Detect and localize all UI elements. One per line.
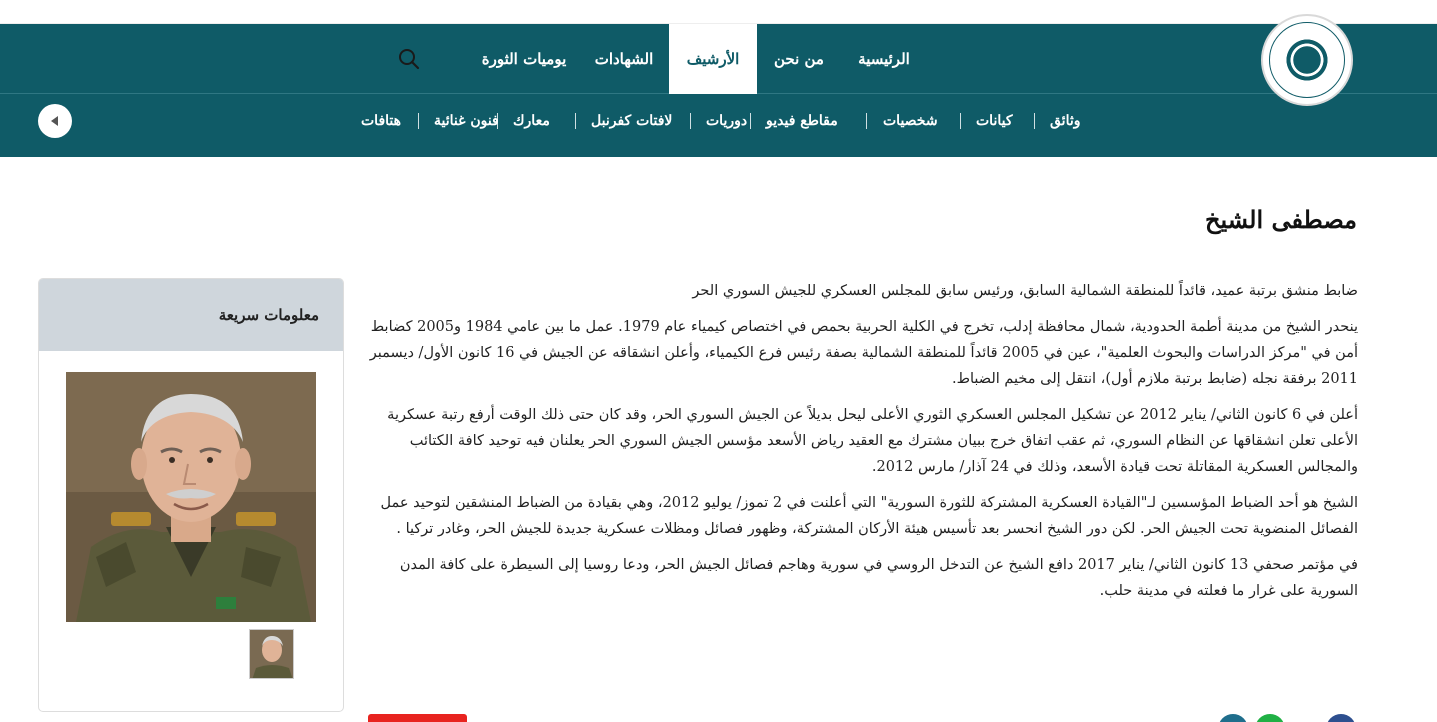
subnav-item-songs[interactable]: فنون غنائية (434, 113, 499, 129)
subnav-item-documents[interactable]: وثائق (1050, 113, 1081, 129)
subnav-separator (960, 113, 961, 129)
logo-ring (1269, 22, 1345, 98)
whatsapp-icon[interactable] (1255, 714, 1285, 722)
facebook-icon[interactable] (1326, 714, 1356, 722)
logo-mark-icon (1283, 36, 1331, 84)
subnav-item-periodicals[interactable]: دوريات (706, 113, 748, 129)
search-icon[interactable] (398, 48, 420, 70)
portrait-photo[interactable] (66, 372, 316, 622)
subnav-separator (866, 113, 867, 129)
browser-top-strip (0, 0, 1437, 24)
article-paragraph: الشيخ هو أحد الضباط المؤسسين لـ"القيادة العسكرية المشتركة للثورة السورية" التي أعلنت في 2 تموز/ يوليو 2012، وهي بقيادة من الضباط المنشقين لتوحيد عمل الفصائل المنضوية تحت الجيش الحر. لكن دور الشيخ انحسر بعد تأسيس هيئة الأركان المشتركة، وظهور فصائل ومظلات عسكرية جديدة للجيش الحر، وغادر تركيا . (380, 495, 1358, 537)
article-paragraph: ضابط منشق برتبة عميد، قائداً للمنطقة الشمالية السابق، ورئيس سابق للمجلس العسكري للجيش السوري الحر (692, 283, 1358, 299)
subnav-item-chants[interactable]: هتافات (361, 113, 402, 129)
biography-article (368, 278, 1358, 614)
nav-item-about[interactable]: من نحن (774, 50, 824, 68)
subnav-item-kafranbel-banners[interactable]: لافتات كفرنبل (591, 113, 673, 129)
article-paragraph: ينحدر الشيخ من مدينة أطمة الحدودية، شمال محافظة إدلب، تخرج في الكلية الحربية بحمص في اختصاص كيمياء عام 1979. عمل ما بين عامي 1984 و2005 كضابط أمن في "مركز الدراسات والبحوث العلمية"، عين في 2005 قائداً للمنطقة الشمالية بصفة رئيس فرع الكيمياء، وأعلن انشقاقه عن الجيش في 16 كانون الأول/ ديسمبر 2011 برفقة نجله (ضابط برتبة ملازم أول)، انتقل إلى مخيم الضباط. (369, 319, 1358, 387)
quick-info-panel (38, 278, 344, 712)
subnav-separator (1034, 113, 1035, 129)
subnav-prev-button[interactable] (38, 104, 72, 138)
article-paragraph: في مؤتمر صحفي 13 كانون الثاني/ يناير 2017 دافع الشيخ عن التدخل الروسي في سورية وهاجم فصائل الجيش الحر، ودعا روسيا إلى السيطرة على كافة المدن السورية على غرار ما فعلته في مدينة حلب. (399, 557, 1358, 599)
site-navbar (0, 24, 1437, 157)
page-title: مصطفى الشيخ (1205, 205, 1357, 234)
category-tag-button[interactable] (368, 714, 467, 722)
subnav-item-battles[interactable]: معارك (513, 113, 550, 129)
nav-item-home[interactable]: الرئيسية (858, 50, 910, 68)
portrait-thumbnail[interactable] (249, 629, 294, 679)
subnav-separator (418, 113, 419, 129)
subnav-item-people[interactable]: شخصيات (883, 113, 938, 129)
main-menu-row (0, 24, 1437, 94)
sub-menu-row (0, 94, 1437, 157)
nav-item-archive[interactable]: الأرشيف (669, 24, 757, 94)
nav-item-revolution-diaries[interactable]: يوميات الثورة (481, 50, 567, 68)
site-logo[interactable] (1261, 14, 1353, 106)
portrait-illustration (66, 372, 316, 622)
nav-item-testimonies[interactable]: الشهادات (594, 50, 654, 68)
quick-info-header: معلومات سريعة (39, 279, 343, 351)
subnav-item-entities[interactable]: كيانات (976, 113, 1013, 129)
subnav-item-videos[interactable]: مقاطع فيديو (766, 113, 838, 129)
subnav-separator (750, 113, 751, 129)
subnav-separator (575, 113, 576, 129)
share-icon[interactable] (1218, 714, 1248, 722)
subnav-separator (690, 113, 691, 129)
thumbnail-illustration (250, 630, 294, 679)
chevron-left-icon (51, 116, 58, 126)
article-paragraph: أعلن في 6 كانون الثاني/ يناير 2012 عن تشكيل المجلس العسكري الثوري الأعلى ليحل بديلاً عن الجيش السوري الحر، وقد كان حتى ذلك الوقت أرفع رتبة عسكرية الأعلى تعلن انشقاقها عن النظام السوري، ثم عقب اتفاق خرج ببيان مشترك مع العقيد رياض الأسعد مؤسس الجيش السوري الحر يعلنان فيه توحيد كافة الكتائب والمجالس العسكرية المقاتلة تحت قيادة الأسعد، وذلك في 24 آذار/ مارس 2012. (387, 407, 1358, 475)
